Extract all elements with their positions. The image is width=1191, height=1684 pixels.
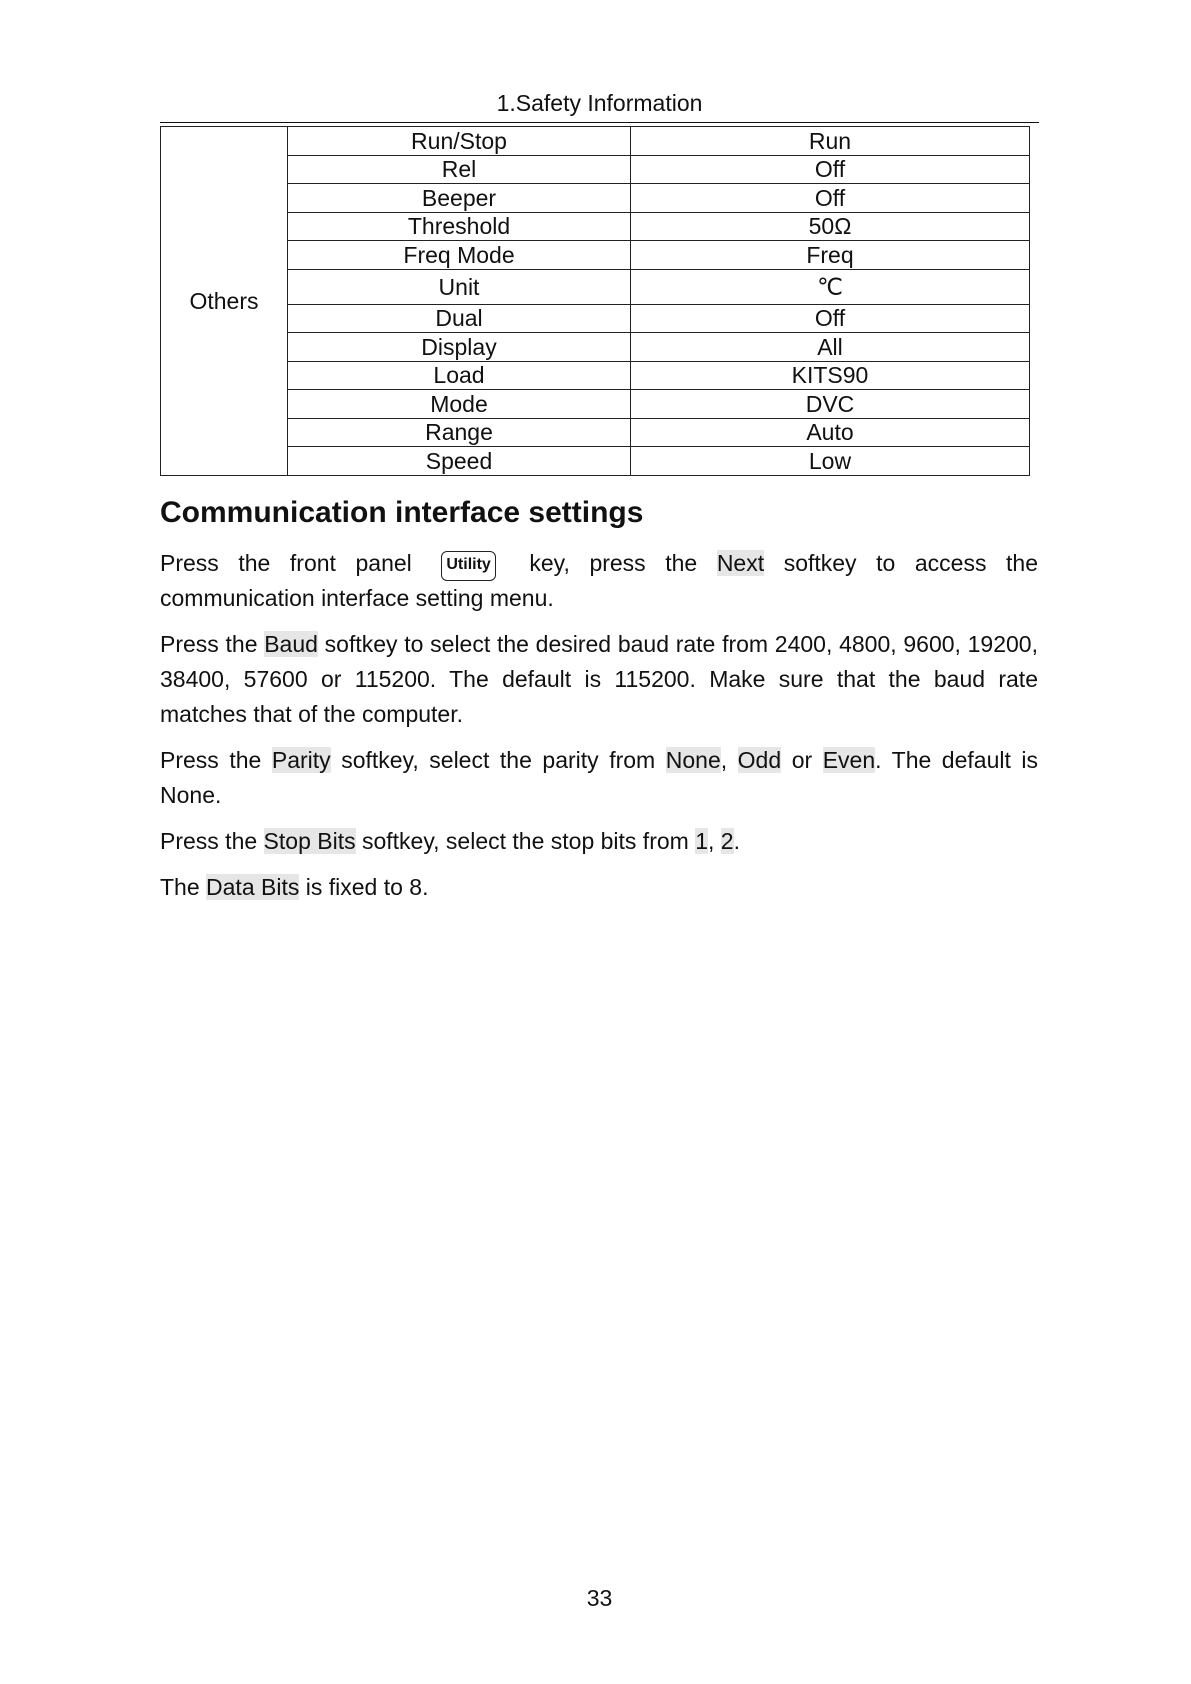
table-row <box>161 447 1030 476</box>
setting-value: Run <box>631 127 1030 156</box>
text: Press the <box>160 747 272 773</box>
setting-name: Dual <box>288 304 631 333</box>
text: Press the <box>160 828 264 854</box>
text: The <box>160 874 207 900</box>
parity-none-label: None <box>665 747 721 773</box>
next-softkey-label: Next <box>716 550 765 576</box>
paragraph-utility-key-cont: communication interface setting menu. <box>160 585 554 611</box>
text: , <box>708 828 721 854</box>
text: . The default is None. <box>160 747 1039 808</box>
text: softkey, select the parity from <box>330 747 666 773</box>
table-row <box>161 241 1030 270</box>
parity-even-label: Even <box>822 747 876 773</box>
page-header: 1.Safety Information <box>496 90 703 116</box>
text: softkey, select the stop bits from <box>355 828 696 854</box>
page-number: 33 <box>586 1585 613 1611</box>
setting-name: Display <box>288 333 631 362</box>
section-content <box>160 490 1038 916</box>
stop-bits-two-label: 2 <box>720 828 734 854</box>
table-row <box>161 212 1030 241</box>
paragraph-data-bits <box>160 870 1038 905</box>
section-heading: Communication interface settings <box>160 496 644 529</box>
table-row <box>161 333 1030 362</box>
parity-odd-label: Odd <box>737 747 782 773</box>
setting-value: Freq <box>631 241 1030 270</box>
setting-name: Run/Stop <box>288 127 631 156</box>
text: softkey to select the desired baud rate from 2400, 4800, 9600, 19200, 38400, 57600 or 115200. The default is 115200. Make sure that the baud rate matches that of the computer. <box>160 631 1038 727</box>
table-row <box>161 418 1030 447</box>
table-row <box>161 127 1030 156</box>
paragraph-parity <box>160 743 1038 813</box>
setting-value: ℃ <box>631 269 1030 304</box>
setting-value: Off <box>631 155 1030 184</box>
header-rule <box>160 122 1039 123</box>
parity-softkey-label: Parity <box>271 747 331 773</box>
table-row <box>161 390 1030 419</box>
setting-value: Off <box>631 184 1030 213</box>
setting-name: Unit <box>288 269 631 304</box>
stop-bits-one-label: 1 <box>695 828 708 854</box>
paragraph-utility-key <box>160 546 1038 581</box>
text: , <box>720 747 738 773</box>
paragraph-stop-bits <box>160 824 1038 859</box>
stop-bits-softkey-label: Stop Bits <box>263 828 356 854</box>
setting-value: Off <box>631 304 1030 333</box>
group-label: Others <box>161 127 288 476</box>
setting-name: Load <box>288 361 631 390</box>
table-row <box>161 304 1030 333</box>
setting-name: Speed <box>288 447 631 476</box>
setting-value: Auto <box>631 418 1030 447</box>
paragraph-baud <box>160 627 1038 732</box>
table-row <box>161 269 1030 304</box>
setting-name: Threshold <box>288 212 631 241</box>
text: Press the <box>160 631 265 657</box>
setting-name: Freq Mode <box>288 241 631 270</box>
text: . <box>733 828 740 854</box>
setting-value: DVC <box>631 390 1030 419</box>
text: Press the front panel <box>160 550 412 576</box>
data-bits-label: Data Bits <box>206 874 300 900</box>
text: softkey to access the <box>783 550 1039 576</box>
setting-name: Rel <box>288 155 631 184</box>
default-settings-table <box>160 126 1030 476</box>
table-row <box>161 361 1030 390</box>
setting-name: Mode <box>288 390 631 419</box>
setting-value: Low <box>631 447 1030 476</box>
text: key, press the <box>529 550 698 576</box>
text: is fixed to 8. <box>299 874 429 900</box>
table-row <box>161 184 1030 213</box>
setting-name: Range <box>288 418 631 447</box>
setting-name: Beeper <box>288 184 631 213</box>
setting-value: KITS90 <box>631 361 1030 390</box>
baud-softkey-label: Baud <box>264 631 318 657</box>
utility-key-icon: Utility <box>441 551 495 581</box>
setting-value: 50Ω <box>631 212 1030 241</box>
table-row <box>161 155 1030 184</box>
setting-value: All <box>631 333 1030 362</box>
text: or <box>781 747 823 773</box>
